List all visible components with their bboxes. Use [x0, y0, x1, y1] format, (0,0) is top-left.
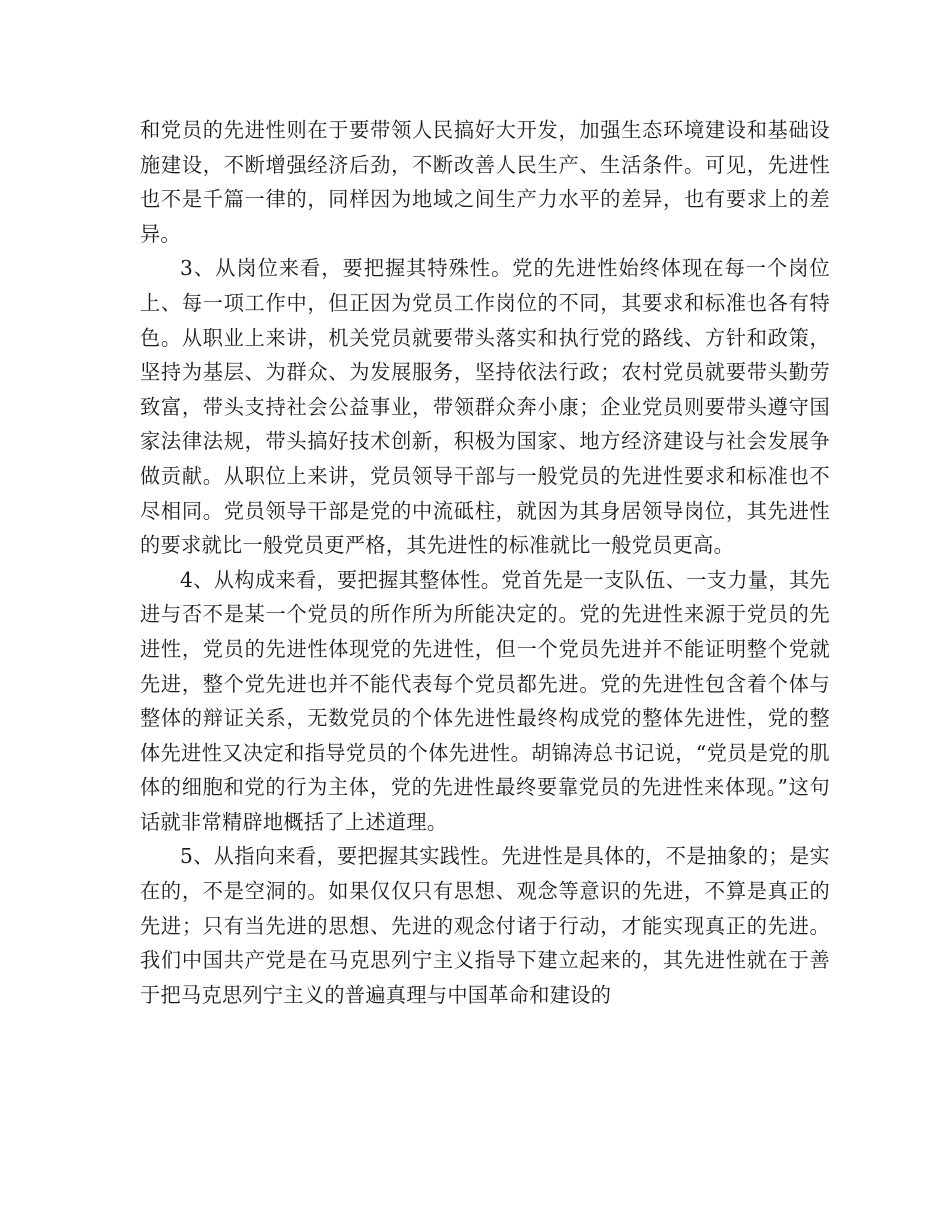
- paragraph-5-direction-practicality: 5、从指向来看，要把握其实践性。先进性是具体的，不是抽象的；是实在的，不是空洞的。如果仅仅只有思想、观念等意识的先进，不算是真正的先进；只有当先进的思想、先进的观念付诸于行动，才能实现真正的先进。我们中国共产党是在马克思列宁主义指导下建立起来的，其先进性就在于善于把马克思列宁主义的普遍真理与中国革命和建设的: [140, 844, 830, 1007]
- paragraph-4-composition-integrity: 4、从构成来看，要把握其整体性。党首先是一支队伍、一支力量，其先进与否不是某一个党员的所作所为所能决定的。党的先进性来源于党员的先进性，党员的先进性体现党的先进性，但一个党员先进并不能证明整个党就先进，整个党先进也并不能代表每个党员都先进。党的先进性包含着个体与整体的辩证关系，无数党员的个体先进性最终构成党的整体先进性，党的整体先进性又决定和指导党员的个体先进性。胡锦涛总书记说，“党员是党的肌体的细胞和党的行为主体，党的先进性最终要靠党员的先进性来体现。”这句话就非常精辟地概括了上述道理。: [140, 567, 830, 834]
- paragraph-continued: 和党员的先进性则在于要带领人民搞好大开发，加强生态环境建设和基础设施建设，不断增强经济后劲，不断改善人民生产、生活条件。可见，先进性也不是千篇一律的，同样因为地域之间生产力水平的差异，也有要求上的差异。: [140, 118, 830, 246]
- paragraph-3-post-specificity: 3、从岗位来看，要把握其特殊性。党的先进性始终体现在每一个岗位上、每一项工作中，但正因为党员工作岗位的不同，其要求和标准也各有特色。从职业上来讲，机关党员就要带头落实和执行党的路线、方针和政策，坚持为基层、为群众、为发展服务，坚持依法行政；农村党员就要带头勤劳致富，带头支持社会公益事业，带领群众奔小康；企业党员则要带头遵守国家法律法规，带头搞好技术创新，积极为国家、地方经济建设与社会发展争做贡献。从职位上来讲，党员领导干部与一般党员的先进性要求和标准也不尽相同。党员领导干部是党的中流砥柱，就因为其身居领导岗位，其先进性的要求就比一般党员更严格，其先进性的标准就比一般党员更高。: [140, 256, 830, 558]
- document-body: [140, 113, 830, 1012]
